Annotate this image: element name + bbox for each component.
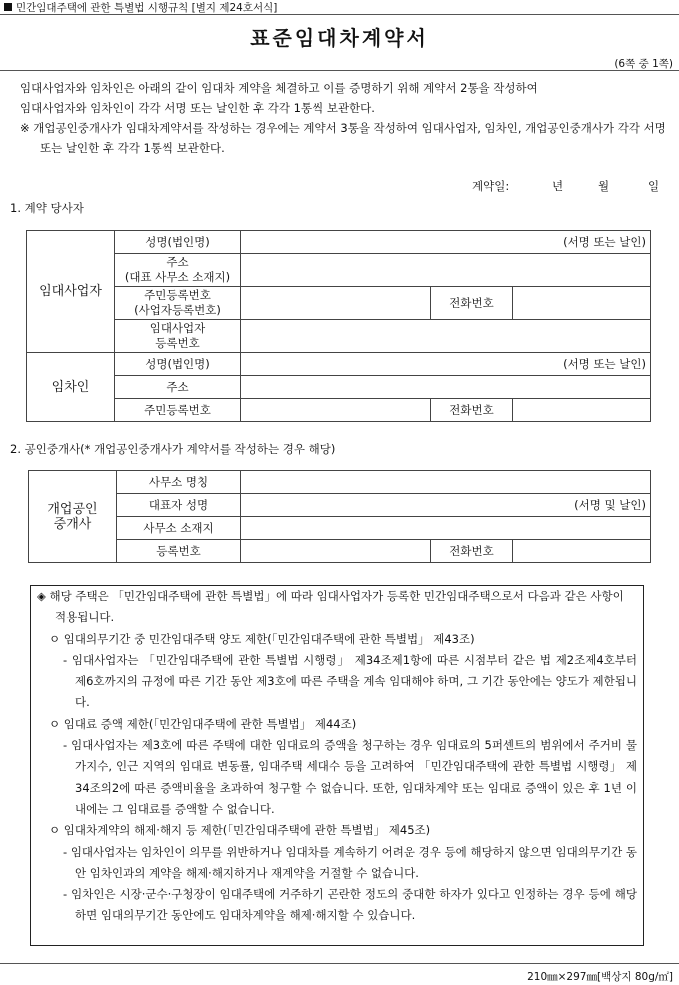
tenant-name-field[interactable]	[241, 353, 651, 376]
tenant-group-label: 임차인	[27, 353, 115, 422]
notice-item-3-title: ㅇ 임대차계약의 해제·해지 등 제한(「민간임대주택에 관한 특별법」 제45조)	[49, 823, 431, 838]
broker-office-field[interactable]	[241, 471, 651, 494]
tenant-phone-field[interactable]	[513, 399, 651, 422]
broker-reg-field[interactable]	[241, 540, 431, 563]
title-rule	[0, 70, 679, 71]
contract-date-day: 일	[648, 179, 660, 193]
landlord-reg-sub: 등록번호	[155, 336, 200, 350]
notice-item-3-body-2: - 임차인은 시장·군수·구청장이 임대주택에 거주하기 곤란한 정도의 중대한 하자가 있다고 인정하는 경우 등에 해당하면 임대의무기간 동안에도 임대차계약을 해제·해지할 수 있습니다.	[63, 887, 637, 923]
landlord-reg-title: 임대사업자	[149, 321, 206, 335]
document-title: 표준임대차계약서	[250, 26, 429, 50]
landlord-address-field[interactable]	[241, 254, 651, 287]
broker-group-line-1: 개업공인	[47, 501, 98, 517]
contract-date-month: 월	[598, 179, 610, 193]
page-indicator: (6쪽 중 1쪽)	[614, 58, 673, 70]
landlord-group-label: 임대사업자	[27, 231, 115, 353]
broker-rep-field[interactable]	[241, 494, 651, 517]
notice-item-2-title: ㅇ 임대료 증액 제한(「민간임대주택에 관한 특별법」 제44조)	[49, 716, 357, 731]
tenant-address-field[interactable]	[241, 376, 651, 399]
form-caption	[4, 0, 277, 15]
intro-note: ※ 개업공인중개사가 임대차계약서를 작성하는 경우에는 계약서 3통을 작성하여 임대사업자, 임차인, 개업공인중개사가 각각 서명 또는 날인한 후 각각 1통씩 보관한다.	[20, 121, 666, 155]
notice-box	[30, 585, 644, 946]
tenant-sign-note: (서명 또는 날인)	[563, 356, 647, 371]
notice-intro: ◈ 해당 주택은 「민간임대주택에 관한 특별법」에 따라 임대사업자가 등록한 민간임대주택으로서 다음과 같은 사항이 적용됩니다.	[37, 589, 624, 625]
contract-date-year: 년	[552, 179, 564, 193]
landlord-reg-field[interactable]	[241, 320, 651, 353]
notice-item-3-body-1: - 임대사업자는 임차인이 의무를 위반하거나 임대차를 계속하기 어려운 경우 등에 해당하지 않으면 임대의무기간 동안 임차인과의 계약을 해제·해지하거나 재계약을 거절할 수 없습니다.	[63, 844, 637, 880]
landlord-address-sub: (대표 사무소 소재지)	[124, 270, 231, 284]
section-1-title: 1. 계약 당사자	[10, 201, 84, 215]
broker-location-field[interactable]	[241, 517, 651, 540]
broker-reg-label: 등록번호	[117, 540, 241, 563]
section-2-title: 2. 공인중개사(* 개업공인중개사가 계약서를 작성하는 경우 해당)	[10, 442, 336, 456]
notice-item-1-body: - 임대사업자는 「민간임대주택에 관한 특별법 시행령」 제34조제1항에 따른 시점부터 같은 법 제2조제4호부터 제6호까지의 규정에 따른 기간 동안 제3호에 따른 주택을 계속 임대해야 하며, 그 기간 동안에는 양도가 제한됩니다.	[63, 652, 637, 710]
contract-date-label: 계약일:	[472, 179, 510, 193]
intro-text	[20, 78, 672, 158]
landlord-reg-label	[115, 320, 241, 353]
parties-table	[26, 230, 651, 422]
broker-table	[28, 470, 651, 563]
landlord-address-label	[115, 254, 241, 287]
broker-rep-label: 대표자 성명	[117, 494, 241, 517]
landlord-name-field[interactable]	[241, 231, 651, 254]
broker-office-label: 사무소 명칭	[117, 471, 241, 494]
tenant-address-label: 주소	[115, 376, 241, 399]
landlord-id-sub: (사업자등록번호)	[134, 303, 221, 317]
broker-phone-label: 전화번호	[431, 540, 513, 563]
landlord-id-field[interactable]	[241, 287, 431, 320]
tenant-id-field[interactable]	[241, 399, 431, 422]
tenant-name-label: 성명(법인명)	[115, 353, 241, 376]
intro-line-2: 임대사업자와 임차인이 각각 서명 또는 날인한 후 각각 1통씩 보관한다.	[20, 101, 375, 115]
paper-spec: 210㎜×297㎜[백상지 80g/㎡]	[527, 971, 673, 983]
landlord-id-title: 주민등록번호	[144, 288, 211, 302]
landlord-address-title: 주소	[166, 255, 189, 269]
landlord-id-label	[115, 287, 241, 320]
broker-group-label	[29, 471, 117, 563]
form-caption-text: 민간임대주택에 관한 특별법 시행규칙 [별지 제24호서식]	[16, 2, 278, 14]
intro-line-1: 임대사업자와 임차인은 아래의 같이 임대차 계약을 체결하고 이를 증명하기 위해 계약서 2통을 작성하여	[20, 81, 538, 95]
footer-rule	[0, 963, 679, 964]
landlord-phone-field[interactable]	[513, 287, 651, 320]
tenant-id-label: 주민등록번호	[115, 399, 241, 422]
broker-group-line-2: 중개사	[53, 516, 92, 532]
square-bullet-icon	[4, 3, 12, 11]
tenant-phone-label: 전화번호	[431, 399, 513, 422]
broker-phone-field[interactable]	[513, 540, 651, 563]
landlord-name-label: 성명(법인명)	[115, 231, 241, 254]
landlord-phone-label: 전화번호	[431, 287, 513, 320]
header-rule	[0, 14, 679, 15]
landlord-sign-note: (서명 또는 날인)	[563, 234, 647, 249]
broker-sign-note: (서명 및 날인)	[574, 497, 646, 512]
notice-item-2-body: - 임대사업자는 제3호에 따른 주택에 대한 임대료의 증액을 청구하는 경우 임대료의 5퍼센트의 범위에서 주거비 물가지수, 인근 지역의 임대료 변동률, 임대주택 세대수 등을 고려하여 「민간임대주택에 관한 특별법 시행령」 제34조의2에 따른 증액비율을 초과하여 청구할 수 없습니다. 또한, 임대차계약 또는 임대료 증액이 있은 후 1년 이내에는 그 임대료를 증액할 수 없습니다.	[63, 738, 637, 816]
broker-location-label: 사무소 소재지	[117, 517, 241, 540]
notice-item-1-title: ㅇ 임대의무기간 중 민간임대주택 양도 제한(「민간임대주택에 관한 특별법」 제43조)	[49, 631, 475, 646]
